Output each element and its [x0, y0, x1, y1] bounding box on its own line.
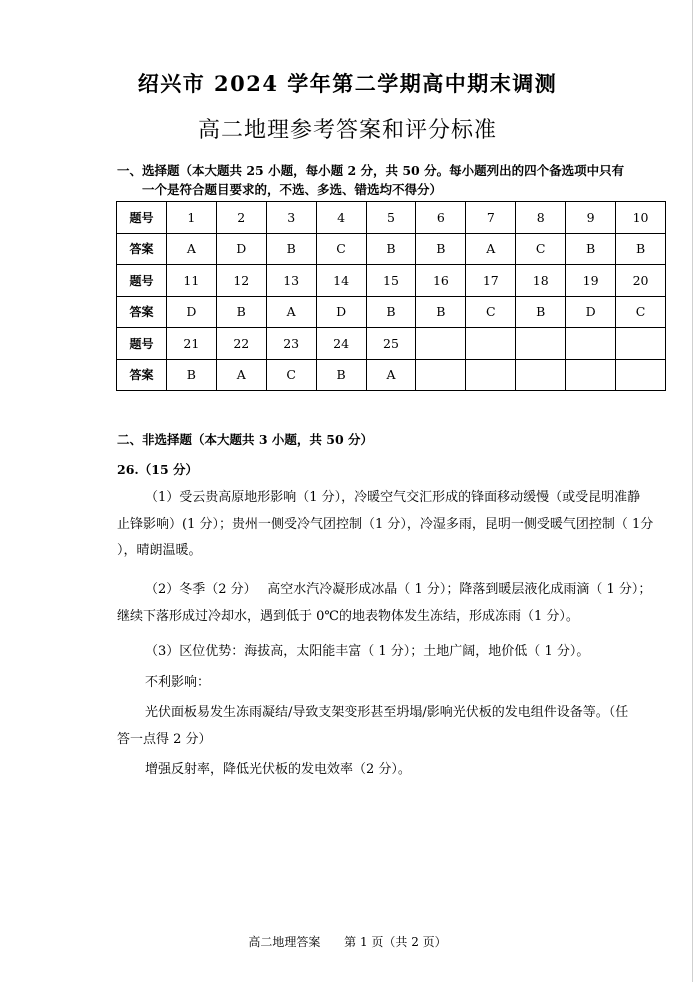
table-cell: [616, 328, 666, 360]
footer-doc-name: 高二地理答案: [248, 935, 321, 949]
table-cell: 7: [466, 202, 516, 234]
row-label: 答案: [117, 359, 167, 391]
answer-line: 止锋影响）(1 分）；贵州一侧受冷气团控制（1 分），冷湿多雨，昆明一侧受暖气团控制（ 1分: [117, 516, 654, 532]
table-cell: 14: [316, 265, 366, 297]
answer-line: （3）区位优势：海拔高，太阳能丰富（ 1 分）；土地广阔，地价低（ 1 分）。: [145, 644, 590, 659]
table-cell: 18: [516, 265, 566, 297]
table-cell: A: [166, 233, 216, 265]
answer-line: （1）受云贵高原地形影响（1 分），冷暖空气交汇形成的锋面移动缓慢（或受昆明准静: [145, 490, 641, 505]
table-cell: 10: [616, 202, 666, 234]
table-row-numbers: [117, 202, 666, 234]
table-cell: [416, 359, 466, 391]
table-cell: 22: [216, 328, 266, 360]
table-cell: B: [616, 233, 666, 265]
table-cell: A: [366, 359, 416, 391]
table-cell: B: [166, 359, 216, 391]
answer-line: 答一点得 2 分）: [117, 731, 212, 747]
answer-part-3: [117, 639, 662, 784]
table-cell: A: [216, 359, 266, 391]
table-cell: 16: [416, 265, 466, 297]
answer-line: 继续下落形成过冷却水，遇到低于 0℃的地表物体发生冻结，形成冻雨（1 分）。: [117, 608, 579, 624]
table-cell: 17: [466, 265, 516, 297]
table-cell: D: [566, 296, 616, 328]
table-cell: C: [316, 233, 366, 265]
table-cell: 21: [166, 328, 216, 360]
table-cell: 3: [266, 202, 316, 234]
table-cell: 6: [416, 202, 466, 234]
table-cell: C: [466, 296, 516, 328]
document-subtitle: 高二地理参考答案和评分标准: [197, 118, 497, 143]
table-cell: B: [416, 296, 466, 328]
table-cell: [566, 359, 616, 391]
row-label: 题号: [117, 328, 167, 360]
table-cell: 19: [566, 265, 616, 297]
table-cell: C: [516, 233, 566, 265]
table-cell: 15: [366, 265, 416, 297]
answer-part-2: [117, 577, 662, 630]
table-cell: B: [366, 233, 416, 265]
table-cell: B: [266, 233, 316, 265]
table-cell: [466, 328, 516, 360]
table-cell: A: [466, 233, 516, 265]
table-cell: D: [216, 233, 266, 265]
answer-line: 增强反射率，降低光伏板的发电效率（2 分）。: [145, 762, 411, 777]
table-cell: 2: [216, 202, 266, 234]
table-cell: 20: [616, 265, 666, 297]
table-cell: 25: [366, 328, 416, 360]
table-cell: [416, 328, 466, 360]
table-cell: 13: [266, 265, 316, 297]
document-title: 绍兴市 2024 学年第二学期高中期末调测: [137, 71, 558, 96]
table-row-answers: [117, 233, 666, 265]
answer-part-1: [117, 485, 662, 565]
table-cell: B: [416, 233, 466, 265]
table-row-answers: [117, 296, 666, 328]
section1-heading: [117, 161, 672, 199]
table-row-answers: [117, 359, 666, 391]
footer-page-info: 第 1 页（共 2 页）: [344, 935, 447, 949]
table-cell: B: [516, 296, 566, 328]
table-cell: [566, 328, 616, 360]
table-cell: 1: [166, 202, 216, 234]
table-row-numbers: [117, 328, 666, 360]
answer-line: 光伏面板易发生冻雨凝结/导致支架变形甚至坍塌/影响光伏板的发电组件设备等。（任: [145, 705, 629, 720]
table-cell: [466, 359, 516, 391]
page-edge-line: [692, 0, 693, 982]
table-cell: B: [566, 233, 616, 265]
answer-line: 不利影响：: [145, 674, 211, 690]
answer-line: （2）冬季（2 分） 高空水汽冷凝形成冰晶（ 1 分）；降落到暖层液化成雨滴（ 1 分）；: [145, 582, 652, 597]
answer-line: ），晴朗温暖。: [117, 543, 202, 558]
table-cell: 4: [316, 202, 366, 234]
section1-heading-line2: 一个是符合题目要求的，不选、多选、错选均不得分）: [142, 182, 443, 197]
table-cell: B: [316, 359, 366, 391]
section2-heading: 二、非选择题（本大题共 3 小题，共 50 分）: [117, 432, 374, 447]
table-cell: B: [216, 296, 266, 328]
table-cell: 9: [566, 202, 616, 234]
question-26-title: 26.（15 分）: [117, 462, 198, 477]
row-label: 答案: [117, 233, 167, 265]
table-cell: D: [166, 296, 216, 328]
table-cell: 11: [166, 265, 216, 297]
table-cell: D: [316, 296, 366, 328]
answer-table: [116, 201, 666, 391]
table-cell: A: [266, 296, 316, 328]
table-row-numbers: [117, 265, 666, 297]
table-cell: 5: [366, 202, 416, 234]
section1-heading-line1: 一、选择题（本大题共 25 小题，每小题 2 分，共 50 分。每小题列出的四个备选项中只有: [117, 163, 625, 178]
table-cell: C: [616, 296, 666, 328]
table-cell: C: [266, 359, 316, 391]
table-cell: 24: [316, 328, 366, 360]
table-cell: B: [366, 296, 416, 328]
table-cell: 23: [266, 328, 316, 360]
table-cell: [516, 328, 566, 360]
table-cell: 8: [516, 202, 566, 234]
table-cell: [516, 359, 566, 391]
row-label: 题号: [117, 202, 167, 234]
row-label: 题号: [117, 265, 167, 297]
table-cell: [616, 359, 666, 391]
row-label: 答案: [117, 296, 167, 328]
table-cell: 12: [216, 265, 266, 297]
page-footer: [0, 933, 695, 950]
